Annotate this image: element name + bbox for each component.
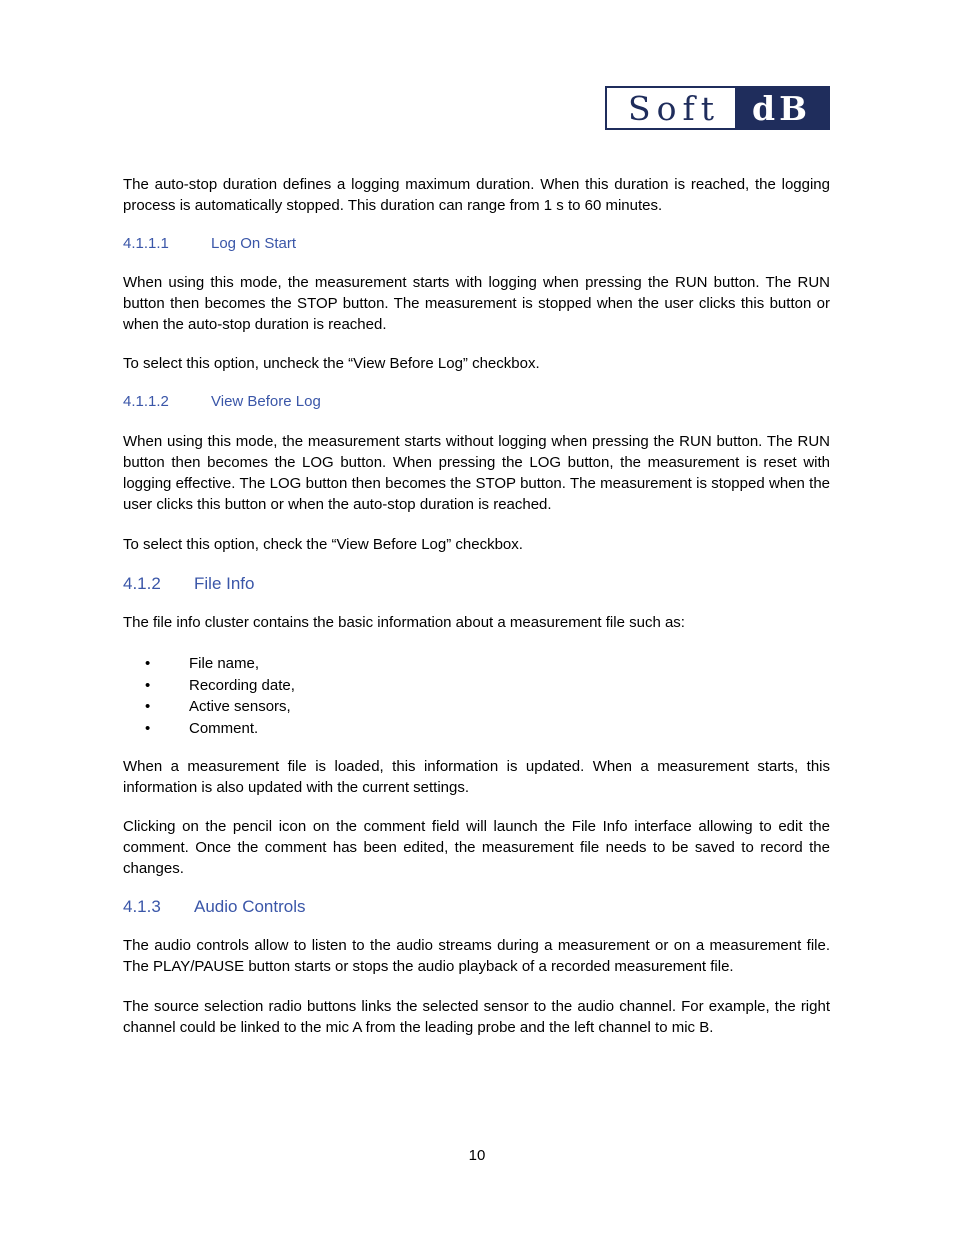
heading-title: Log On Start: [211, 235, 297, 252]
softdb-logo: [605, 86, 830, 130]
heading-audio-controls: [123, 896, 830, 918]
list-item: [123, 718, 830, 740]
bullet: •: [145, 655, 151, 672]
paragraph-file-info: The file info cluster contains the basic information about a measurement file such as:: [123, 614, 685, 631]
heading-log-on-start: [123, 234, 830, 254]
logo-soft-text: Soft: [628, 88, 720, 128]
paragraph-auto-stop: The auto-stop duration defines a logging maximum duration. When this duration is reached, the logging process is automatically stopped. This duration can range from 1 s to 60 minutes.: [123, 176, 830, 214]
heading-number: 4.1.1.1: [123, 235, 169, 252]
paragraph-uncheck-option: To select this option, uncheck the “View Before Log” checkbox.: [123, 355, 540, 372]
heading-file-info: [123, 573, 830, 595]
paragraph-check-option: To select this option, check the “View Before Log” checkbox.: [123, 536, 523, 553]
list-item: [123, 675, 830, 697]
paragraph-audio-controls: The audio controls allow to listen to the audio streams during a measurement or on a measurement file. The PLAY/PAUSE button starts or stops the audio playback of a recorded measurement file.: [123, 937, 830, 975]
list-item-text: Recording date,: [189, 676, 295, 694]
bullet: •: [145, 698, 151, 715]
heading-title: View Before Log: [211, 393, 321, 410]
heading-view-before-log: [123, 392, 830, 412]
bullet: •: [145, 719, 151, 737]
heading-number: 4.1.3: [123, 897, 161, 916]
list-item: [123, 696, 830, 718]
heading-title: Audio Controls: [194, 897, 306, 916]
list-item-text: Comment.: [189, 719, 259, 737]
logo-db-text: dB: [735, 88, 828, 128]
paragraph-log-on-start: When using this mode, the measurement starts with logging when pressing the RUN button. The RUN button then becomes the STOP button. The measurement is stopped when the user clicks this button or when the auto-stop duration is reached.: [123, 274, 830, 333]
page-content: [123, 174, 830, 1038]
paragraph-source-selection: The source selection radio buttons links the selected sensor to the audio channel. For example, the right channel could be linked to the mic A from the leading probe and the left channel to mic B.: [123, 998, 830, 1036]
heading-title: File Info: [194, 574, 255, 593]
list-item-text: File name,: [189, 655, 260, 672]
list-item: [123, 653, 830, 675]
file-info-list: [123, 653, 830, 739]
heading-number: 4.1.1.2: [123, 393, 169, 410]
heading-number: 4.1.2: [123, 574, 161, 593]
paragraph-pencil-icon: Clicking on the pencil icon on the comment field will launch the File Info interface allowing to edit the comment. Once the comment has been edited, the measurement file needs to be saved to record the changes.: [123, 818, 830, 877]
paragraph-view-before-log: When using this mode, the measurement starts without logging when pressing the RUN button. The RUN button then becomes the LOG button. When pressing the LOG button, the measurement is reset with logging effective. The LOG button then becomes the STOP button. The measurement is stopped when the user clicks this button or when the auto-stop duration is reached.: [123, 433, 830, 513]
page-number: 10: [468, 1147, 486, 1164]
bullet: •: [145, 676, 151, 694]
list-item-text: Active sensors,: [189, 698, 291, 715]
paragraph-file-loaded: When a measurement file is loaded, this information is updated. When a measurement starts, this information is also updated with the current settings.: [123, 758, 830, 796]
